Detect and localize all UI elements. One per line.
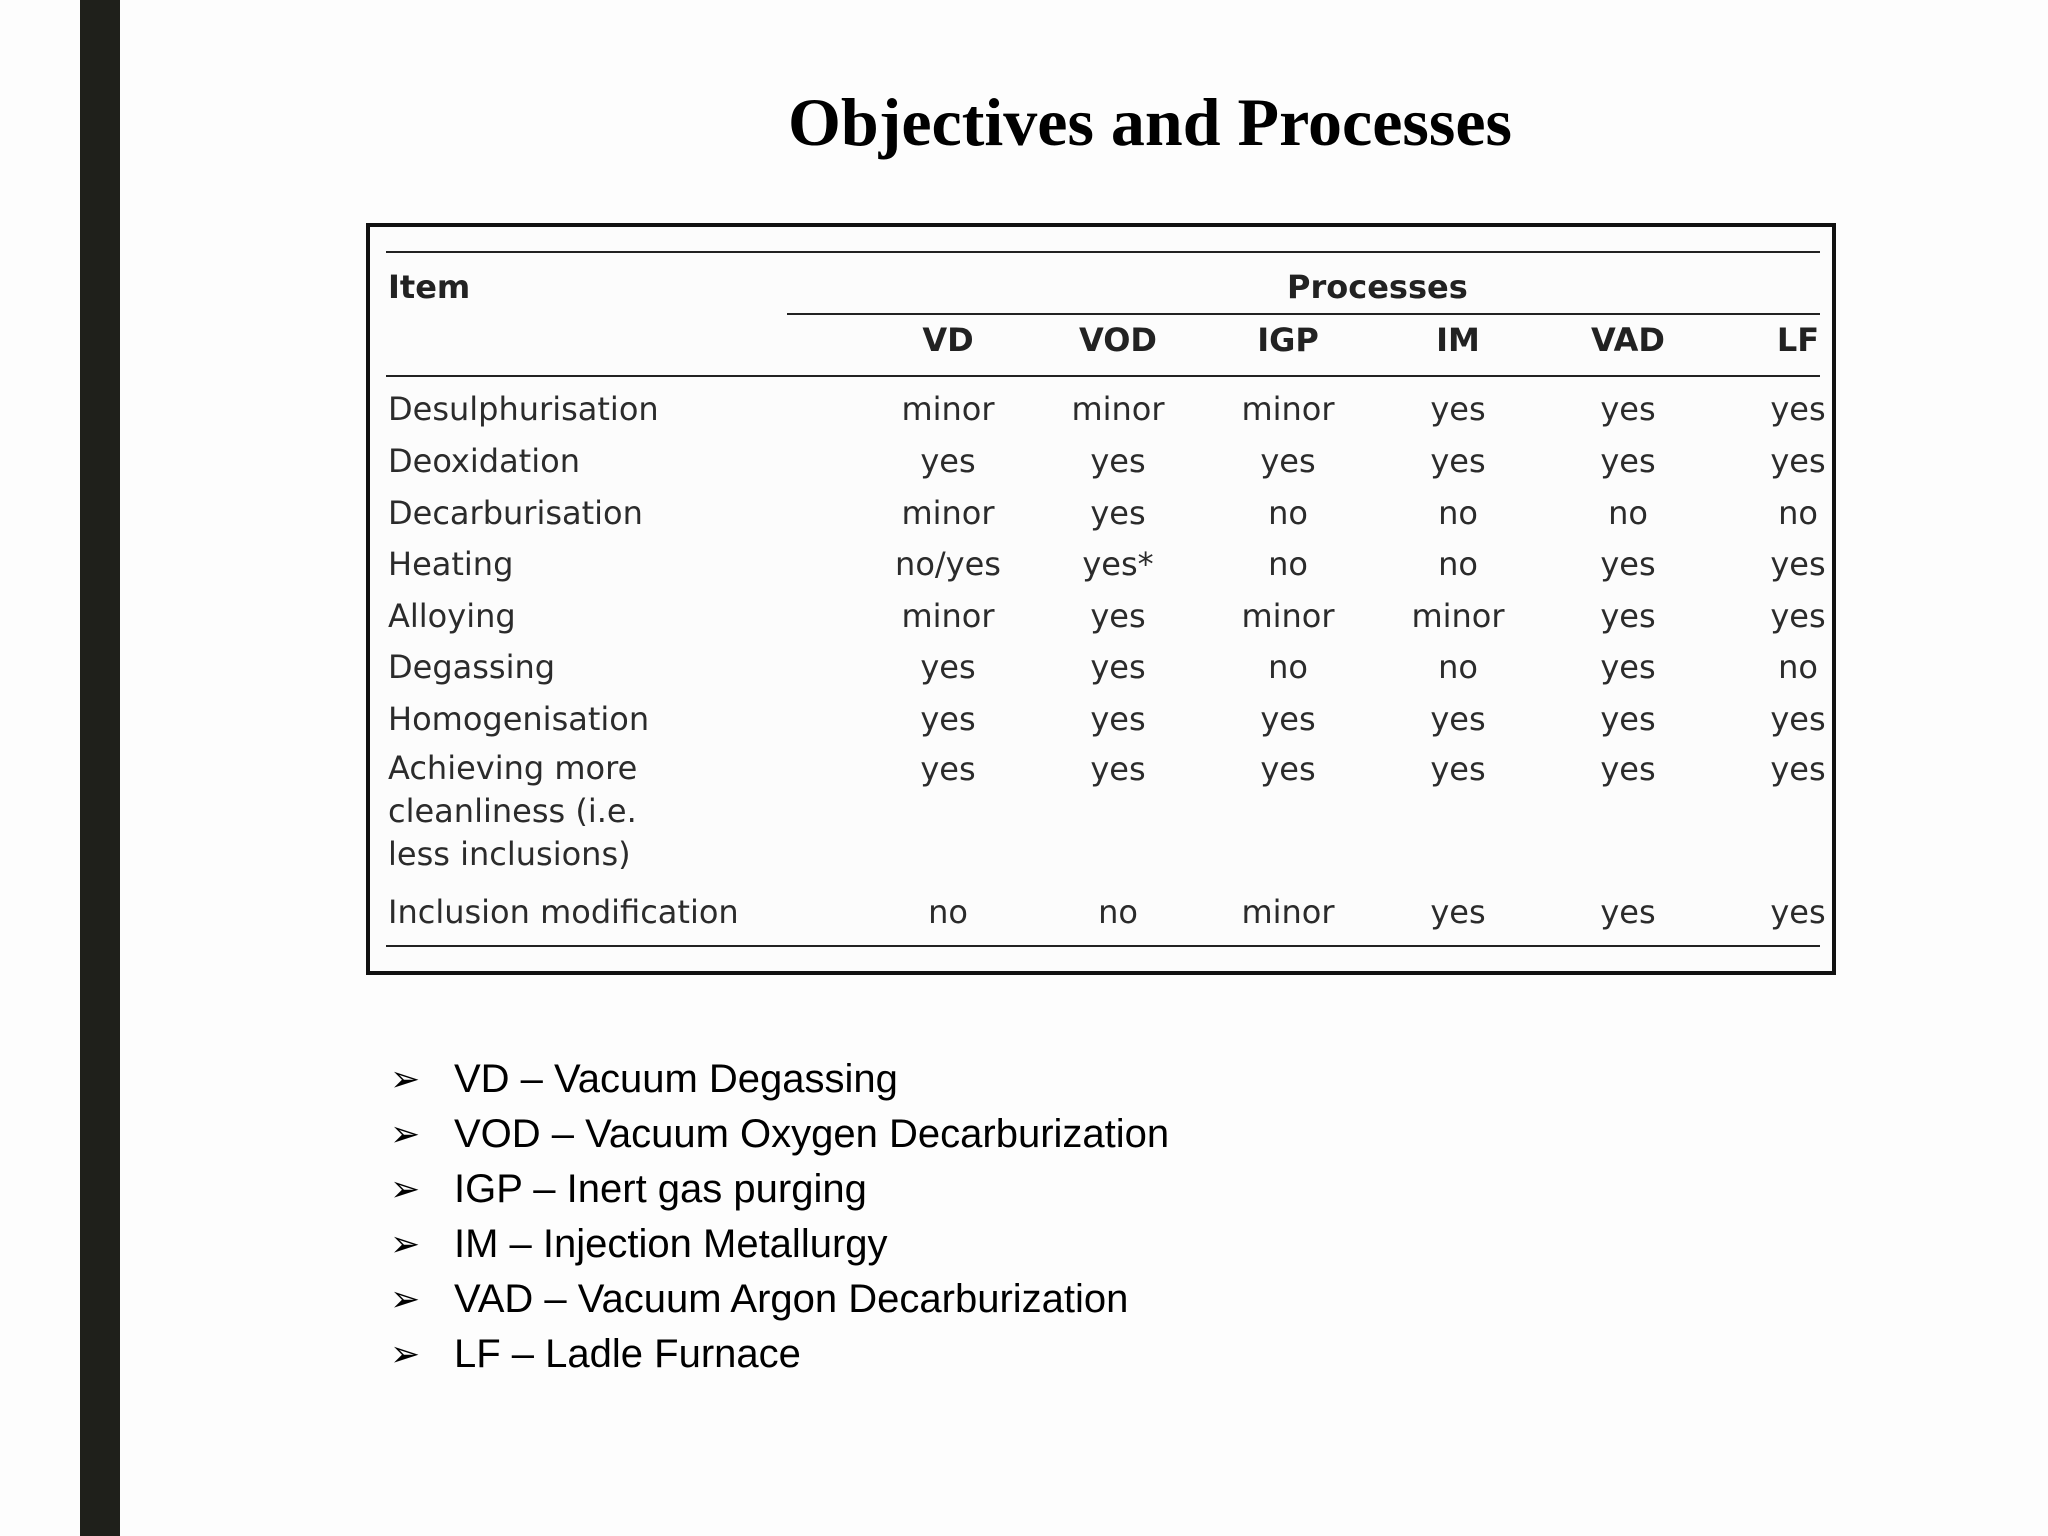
table-cell: minor [901,390,995,428]
slide-title: Objectives and Processes [788,84,1512,160]
table-cell: yes [1090,597,1146,635]
table-cell: yes [920,648,976,686]
table-cell: yes [1770,545,1826,583]
table-cell: yes [1430,893,1486,931]
legend-item-text: IGP – Inert gas purging [454,1167,867,1211]
table-cell: no [928,893,968,931]
table-cell: yes [1600,442,1656,480]
table-cell: yes [1260,750,1316,788]
legend-item-text: VAD – Vacuum Argon Decarburization [454,1277,1129,1321]
table-row-label: Alloying [388,597,516,635]
table-cell: yes [1090,648,1146,686]
processes-group-rule [787,313,1820,315]
table-row-label: Decarburisation [388,494,643,532]
table-top-rule [386,251,1820,253]
table-cell: yes [1600,750,1656,788]
table-cell: no [1778,648,1818,686]
table-cell: yes [1600,390,1656,428]
processes-group-header: Processes [1287,268,1468,306]
legend-item [390,1052,1169,1107]
table-row-label: Heating [388,545,514,583]
table-cell: minor [901,494,995,532]
column-header-vod: VOD [1079,321,1157,359]
table-cell: minor [1071,390,1165,428]
legend-item-text: LF – Ladle Furnace [454,1332,801,1376]
arrow-bullet-icon: ➢ [390,1334,421,1375]
table-row-label: Inclusion modification [388,893,739,931]
table-cell: yes [1090,442,1146,480]
table-cell: minor [1241,893,1335,931]
table-cell: no [1438,648,1478,686]
table-cell: yes [1600,648,1656,686]
item-column-header: Item [388,268,471,306]
table-cell: no [1438,545,1478,583]
column-header-lf: LF [1776,321,1820,359]
table-cell: yes [1430,750,1486,788]
table-cell: yes [920,700,976,738]
table-cell: yes [1430,442,1486,480]
column-header-igp: IGP [1257,321,1319,359]
legend-item-text: VOD – Vacuum Oxygen Decarburization [454,1112,1170,1156]
legend-item-text: VD – Vacuum Degassing [454,1057,898,1101]
table-cell: yes [1090,750,1146,788]
legend-item [390,1217,1169,1272]
table-row-label: Achieving more cleanliness (i.e. less inclusions) [388,749,638,873]
table-cell: no [1268,648,1308,686]
arrow-bullet-icon: ➢ [390,1059,421,1100]
table-cell: yes [1770,700,1826,738]
column-header-vad: VAD [1591,321,1665,359]
legend-item [390,1107,1169,1162]
legend-item [390,1162,1169,1217]
table-row-label: Deoxidation [388,442,580,480]
table-cell: yes [920,442,976,480]
table-cell: no/yes [895,545,1001,583]
table-cell: yes [1430,390,1486,428]
table-cell: yes [1260,700,1316,738]
arrow-bullet-icon: ➢ [390,1114,421,1155]
table-cell: no [1608,494,1648,532]
legend-item-text: IM – Injection Metallurgy [454,1222,888,1266]
table-cell: no [1438,494,1478,532]
abbreviation-legend [390,1052,1169,1382]
table-cell: yes [1770,893,1826,931]
table-cell: yes [920,750,976,788]
table-cell: yes [1430,700,1486,738]
table-row-label: Homogenisation [388,700,650,738]
table-cell: minor [901,597,995,635]
arrow-bullet-icon: ➢ [390,1279,421,1320]
table-cell: yes [1770,390,1826,428]
legend-item [390,1272,1169,1327]
column-header-im: IM [1436,321,1480,359]
table-bottom-rule [386,945,1820,947]
table-cell: yes [1090,494,1146,532]
table-row-label: Desulphurisation [388,390,659,428]
table-cell: yes [1770,597,1826,635]
table-cell: yes [1770,442,1826,480]
table-cell: yes* [1082,545,1154,583]
table-cell: minor [1411,597,1505,635]
table-cell: no [1778,494,1818,532]
arrow-bullet-icon: ➢ [390,1169,421,1210]
table-cell: minor [1241,390,1335,428]
arrow-bullet-icon: ➢ [390,1224,421,1265]
table-row-label: Degassing [388,648,556,686]
table-cell: no [1268,545,1308,583]
table-cell: yes [1600,893,1656,931]
process-table [366,223,1836,975]
table-cell: yes [1260,442,1316,480]
column-header-vd: VD [922,321,974,359]
table-cell: no [1098,893,1138,931]
table-cell: yes [1090,700,1146,738]
legend-item [390,1327,1169,1382]
table-cell: no [1268,494,1308,532]
table-cell: minor [1241,597,1335,635]
table-cell: yes [1600,597,1656,635]
header-bottom-rule [386,375,1820,377]
table-cell: yes [1600,545,1656,583]
table-cell: yes [1770,750,1826,788]
slide-side-bar [80,0,120,1536]
table-cell: yes [1600,700,1656,738]
